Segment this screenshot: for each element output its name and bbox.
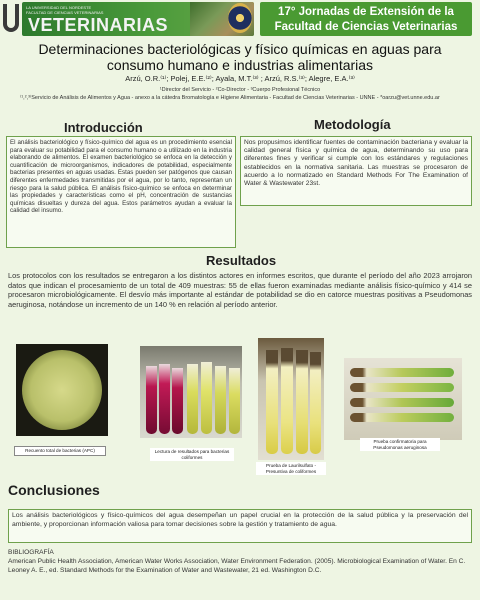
slant-tube-4	[350, 413, 454, 422]
tube-7	[229, 368, 240, 434]
tube-2	[159, 364, 170, 434]
tube-6	[215, 366, 226, 434]
yellow-tube-1	[266, 350, 278, 454]
yellow-tube-3	[296, 350, 308, 454]
conclusions-text: Los análisis bacteriológicos y físico-químicos del agua desempeñan un papel crucial en la protección de la salud pública y la preservación del ambiente, y proporcionan información valiosa para tomar decisiones sobre la gestión y tratamiento de agua.	[12, 512, 468, 528]
faculty-banner	[22, 2, 254, 36]
intro-text: El análisis bacteriológico y físico-químico del agua es un procedimiento esencial para evaluar su potabilidad para el consumo humano o a utilizado en la industria elaborando de alimentos. El examen bacteriológico se enfoca en la detección y cuantificación de microorganismos, indicadores de potabilidad, especialmente bacterias presentes en aguas usadas. Estas pueden ser patógenos que causan diferentes enfermedades transmitidas por el agua, por lo tanto, representan un riesgo para la salud pública. El análisis físico-químico se enfoca en determinar las propiedades y características como el pH, concentración de sustancias químicas disueltas y dureza del agua. Estos parámetros ayudan a evaluar la calidad del insumo.	[10, 139, 232, 215]
author-service: ⁽¹,²,³⁾Servicio de Análisis de Alimentos y Agua - anexo a la cátedra Bromatología e Higiene Alimentaria - Facultad de Ciencias Veterinarias - UNNE - *oarzu@vet.unne.edu.ar	[20, 94, 440, 101]
pseudomonas-caption: Prueba confirmatoria para Pseudomonas aeruginosa	[360, 438, 440, 451]
tube-3	[172, 368, 183, 434]
yellow-tube-4	[310, 352, 321, 454]
pseudomonas-tubes-photo	[344, 358, 462, 440]
bibliography-text: American Public Health Association, American Water Works Association, Water Environment Federation. (2005). Microbiological Examination of Water. En C. Leoney A. E., ed. Standard Methods for the Examination of Water and Wastewater, 21 ed. Washington D.C.	[8, 558, 466, 575]
authors-line: Arzú, O.R.⁽¹⁾; Polej, E.E.⁽²⁾; Ayala, M.T.⁽³⁾ ; Arzú, R.S.⁽³⁾; Alegre, E.A.⁽³⁾	[125, 74, 355, 83]
tube-5	[201, 362, 212, 434]
slant-tube-1	[350, 368, 454, 377]
laurilsulfate-tubes-photo	[258, 338, 324, 460]
yellow-tube-2	[281, 348, 293, 454]
tube-4	[187, 364, 198, 434]
header-banner	[0, 0, 480, 38]
slant-tube-3	[350, 398, 454, 407]
method-box	[240, 136, 472, 206]
conclusions-heading: Conclusiones	[8, 482, 100, 498]
results-text: Los protocolos con los resultados se entregaron a los distintos actores en informes escritos, que durante el período del año 2023 arrojaron datos que indican el procesamiento de un total de 409 muestras: 55 de ellas fueron examinadas mediante análisis físico-químico y 414 se procesaron microbiológicamente. El desvío más importante al estándar de potabilidad se dio en catorce muestras positivas a Pseudomonas aeruginosa, notándose un incremento de un 140 % en relación al período anterior.	[8, 271, 472, 309]
faculty-banner-title: VETERINARIAS	[28, 15, 169, 35]
conclusions-box	[8, 509, 472, 543]
event-title-line1: 17° Jornadas de Extensión de la	[278, 6, 454, 18]
tubes-caption: Lectura de resultados para bacterias coliformes	[150, 448, 234, 461]
bibliography	[8, 548, 472, 576]
laurilsulfate-caption: Prueba de Laurilsulfato - Presuntiva de coliformes	[256, 462, 326, 475]
affiliations	[20, 87, 460, 102]
method-text: Nos propusimos identificar fuentes de contaminación bacteriana y evaluar la calidad general física y química de agua, determinando su uso para diferentes fines y verificar si cumple con los estándares y regulaciones establecidos en la normativa sanitaria. Las muestras se procesaron de acuerdo a lo normatizado en Standard Methods For The Examination of Water & Wastewater 23st.	[244, 139, 468, 188]
intro-box	[6, 136, 236, 248]
petri-caption: Recuento total de bacterias (APC)	[14, 446, 106, 456]
petri-dish-culture	[22, 350, 102, 430]
petri-dish-photo	[16, 344, 108, 436]
faculty-banner-small-text: LA UNIVERSIDAD DEL NORDESTE FACULTAD DE CIENCIAS VETERINARIAS	[26, 5, 104, 15]
unne-logo-icon	[3, 4, 19, 32]
author-roles: ¹Director del Servicio - ²Co-Director - ³Cuerpo Profesional Técnico	[159, 87, 321, 93]
results-heading: Resultados	[206, 253, 277, 268]
slant-tube-2	[350, 383, 454, 392]
bibliography-heading: BIBLIOGRAFÍA	[8, 549, 54, 556]
event-title-line2: Facultad de Ciencias Veterinarias	[274, 21, 458, 33]
coliform-tubes-photo	[140, 346, 242, 438]
faculty-seal-icon	[228, 3, 252, 33]
poster-title: Determinaciones bacteriológicas y físico químicas en aguas para consumo humano e industrias alimentarias	[38, 41, 442, 73]
event-banner	[260, 2, 472, 36]
tube-1	[146, 366, 157, 434]
method-heading: Metodología	[314, 117, 391, 132]
intro-heading: Introducción	[64, 120, 143, 135]
